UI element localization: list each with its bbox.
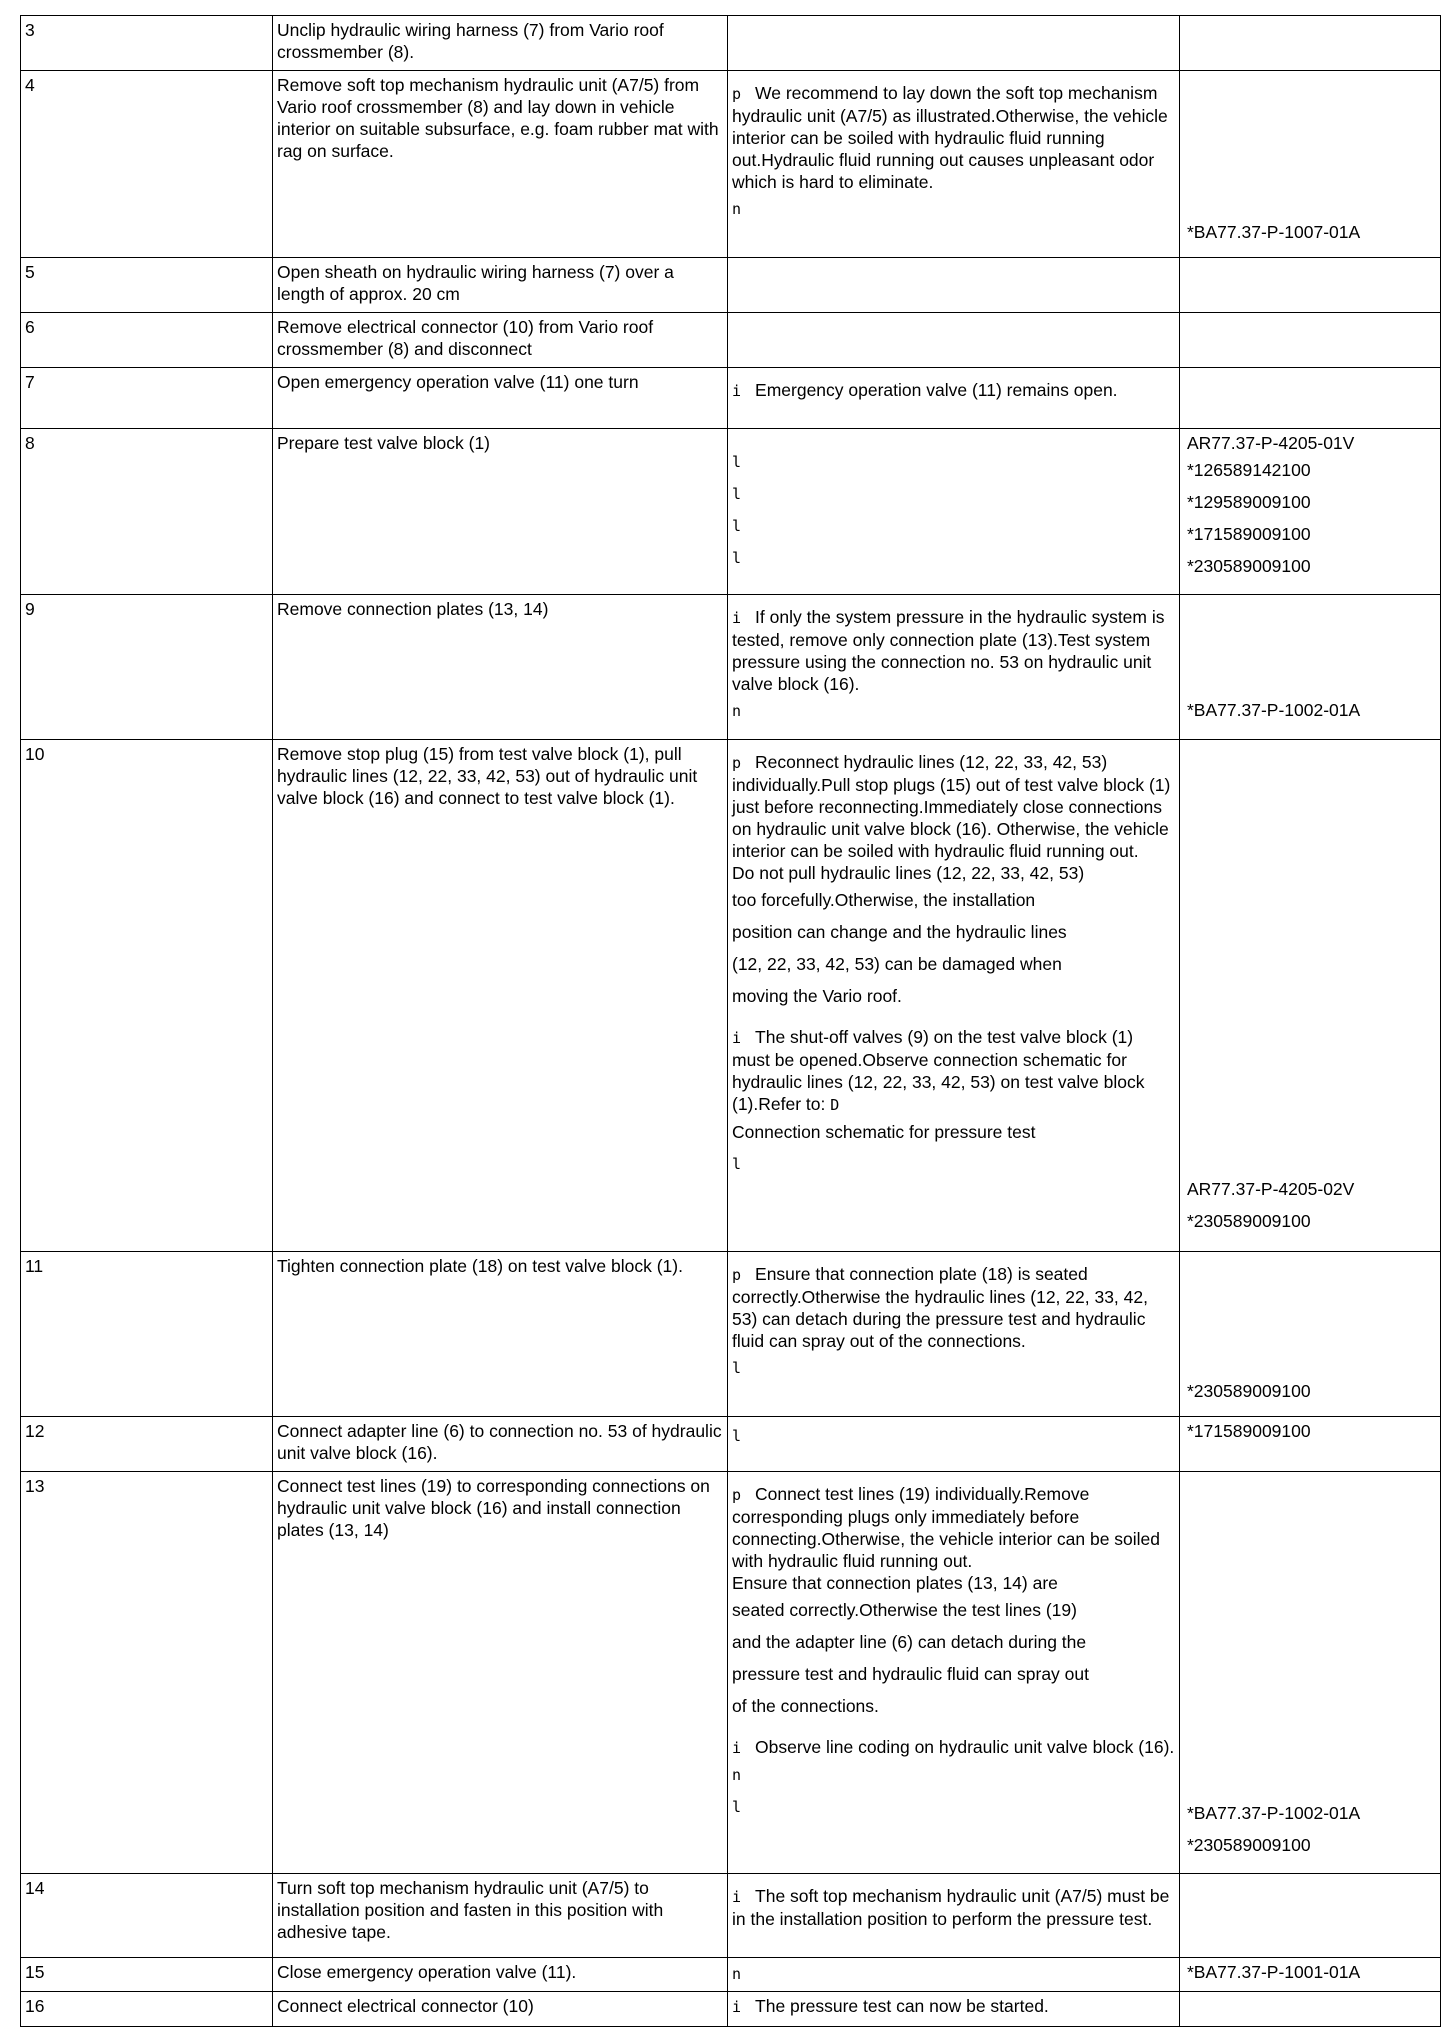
step-reference — [1180, 1471, 1441, 1874]
part-number: *171589009100 — [1187, 1420, 1311, 1441]
step-reference — [1180, 16, 1441, 71]
note-symbol: i — [732, 381, 742, 400]
note-symbol: i — [732, 1028, 742, 1047]
note-symbol: l — [732, 452, 742, 471]
procedure-table — [20, 15, 1441, 2027]
table-row — [21, 257, 1441, 312]
step-action: Prepare test valve block (1) — [273, 428, 728, 595]
step-number: 13 — [21, 1471, 273, 1874]
document-reference: AR77.37-P-4205-01V — [1187, 432, 1355, 453]
part-number: *129589009100 — [1187, 491, 1311, 512]
note-text: i The shut-off valves (9) on the test valve block (1) must be opened.Observe connection schematic for hydraulic lines (12, 22, 33, 42, 53) on test valve block (1).Refer to: D — [732, 1026, 1145, 1114]
table-row — [21, 312, 1441, 367]
step-reference — [1180, 1416, 1441, 1471]
note-text: i Emergency operation valve (11) remains open. — [732, 379, 1118, 400]
table-row — [21, 1874, 1441, 1957]
step-note — [728, 257, 1180, 312]
table-row — [21, 739, 1441, 1251]
note-text: p Reconnect hydraulic lines (12, 22, 33, 42, 53) individually.Pull stop plugs (15) out of test valve block (1) just before reconnecting.Immediately close connections on hydraulic unit valve block (16). Otherwise, the vehicle interior can be soiled with hydraulic fluid running out. — [732, 751, 1171, 861]
document-reference: *BA77.37-P-1002-01A — [1187, 700, 1361, 721]
document-reference: *BA77.37-P-1007-01A — [1187, 221, 1361, 242]
step-note — [728, 595, 1180, 739]
step-note — [728, 367, 1180, 428]
step-number: 11 — [21, 1252, 273, 1417]
note-symbol: l — [732, 516, 742, 535]
step-note — [728, 428, 1180, 595]
step-number: 6 — [21, 312, 273, 367]
part-number: *230589009100 — [1187, 555, 1311, 576]
note-symbol: p — [732, 1266, 742, 1285]
step-note — [728, 1874, 1180, 1957]
step-note — [728, 1252, 1180, 1417]
note-symbol: l — [732, 484, 742, 503]
connection-schematic-link[interactable]: Connection schematic for pressure test — [732, 1121, 1036, 1142]
note-text: i Observe line coding on hydraulic unit valve block (16). — [732, 1736, 1175, 1757]
document-reference: *BA77.37-P-1002-01A — [1187, 1802, 1361, 1823]
step-action: Open sheath on hydraulic wiring harness (7) over a length of approx. 20 cm — [273, 257, 728, 312]
step-action: Remove stop plug (15) from test valve block (1), pull hydraulic lines (12, 22, 33, 42, 53) out of hydraulic unit valve block (16) and connect to test valve block (1). — [273, 739, 728, 1251]
note-symbol: i — [732, 1738, 742, 1757]
note-text: moving the Vario roof. — [732, 985, 902, 1006]
note-symbol: l — [732, 1426, 742, 1445]
note-text: pressure test and hydraulic fluid can spray out — [732, 1663, 1089, 1684]
step-number: 5 — [21, 257, 273, 312]
step-reference — [1180, 312, 1441, 367]
note-text: p Connect test lines (19) individually.Remove corresponding plugs only immediately before connecting.Otherwise, the vehicle interior can be soiled with hydraulic fluid running out. — [732, 1483, 1161, 1571]
note-text: and the adapter line (6) can detach during the — [732, 1631, 1087, 1652]
part-number: *230589009100 — [1187, 1834, 1311, 1855]
table-row — [21, 16, 1441, 71]
note-symbol: l — [732, 548, 742, 567]
step-number: 12 — [21, 1416, 273, 1471]
step-number: 7 — [21, 367, 273, 428]
note-symbol: p — [732, 1485, 742, 1504]
step-reference — [1180, 367, 1441, 428]
note-symbol: n — [732, 1964, 742, 1983]
note-symbol: i — [732, 1888, 742, 1907]
part-number: *230589009100 — [1187, 1381, 1311, 1402]
document-reference: *BA77.37-P-1001-01A — [1187, 1961, 1361, 1982]
table-row — [21, 595, 1441, 739]
step-reference — [1180, 70, 1441, 257]
link-symbol: D — [830, 1095, 840, 1114]
note-symbol: n — [732, 702, 742, 721]
step-number: 9 — [21, 595, 273, 739]
step-reference — [1180, 1252, 1441, 1417]
step-action: Unclip hydraulic wiring harness (7) from Vario roof crossmember (8). — [273, 16, 728, 71]
table-row — [21, 1957, 1441, 1992]
note-text: Do not pull hydraulic lines (12, 22, 33, 42, 53) — [732, 862, 1085, 883]
note-text: of the connections. — [732, 1695, 879, 1716]
step-number: 8 — [21, 428, 273, 595]
step-action: Connect electrical connector (10) — [273, 1992, 728, 2027]
table-row — [21, 1471, 1441, 1874]
step-number: 16 — [21, 1992, 273, 2027]
step-note — [728, 1471, 1180, 1874]
step-reference — [1180, 257, 1441, 312]
step-reference — [1180, 1992, 1441, 2027]
note-symbol: i — [732, 609, 742, 628]
note-text: p We recommend to lay down the soft top mechanism hydraulic unit (A7/5) as illustrated.Otherwise, the vehicle interior can be soiled with hydraulic fluid running out.Hydraulic fluid running out causes unpleasant odor which is hard to eliminate. — [732, 82, 1168, 192]
step-action: Remove electrical connector (10) from Vario roof crossmember (8) and disconnect — [273, 312, 728, 367]
document-reference: AR77.37-P-4205-02V — [1187, 1178, 1355, 1199]
step-action: Tighten connection plate (18) on test valve block (1). — [273, 1252, 728, 1417]
note-text: seated correctly.Otherwise the test lines (19) — [732, 1599, 1077, 1620]
table-row — [21, 1252, 1441, 1417]
step-number: 15 — [21, 1957, 273, 1992]
step-note — [728, 1957, 1180, 1992]
note-text: (12, 22, 33, 42, 53) can be damaged when — [732, 953, 1062, 974]
table-row — [21, 428, 1441, 595]
table-row — [21, 1416, 1441, 1471]
note-symbol: l — [732, 1797, 742, 1816]
step-reference — [1180, 739, 1441, 1251]
step-note — [728, 1992, 1180, 2027]
note-text: position can change and the hydraulic lines — [732, 921, 1067, 942]
note-text: i The soft top mechanism hydraulic unit (A7/5) must be in the installation position to perform the pressure test. — [732, 1886, 1170, 1930]
step-note — [728, 70, 1180, 257]
step-note — [728, 1416, 1180, 1471]
note-symbol: n — [732, 1765, 742, 1784]
step-number: 14 — [21, 1874, 273, 1957]
note-symbol: n — [732, 199, 742, 218]
note-symbol: i — [732, 1998, 742, 2017]
step-action: Close emergency operation valve (11). — [273, 1957, 728, 1992]
step-action: Remove connection plates (13, 14) — [273, 595, 728, 739]
step-action: Connect test lines (19) to corresponding connections on hydraulic unit valve block (16) and install connection plates (13, 14) — [273, 1471, 728, 1874]
part-number: *171589009100 — [1187, 523, 1311, 544]
note-text: Ensure that connection plates (13, 14) are — [732, 1572, 1058, 1593]
step-note — [728, 312, 1180, 367]
step-number: 10 — [21, 739, 273, 1251]
step-reference — [1180, 1957, 1441, 1992]
table-row — [21, 367, 1441, 428]
part-number: *126589142100 — [1187, 459, 1311, 480]
part-number: *230589009100 — [1187, 1210, 1311, 1231]
note-symbol: p — [732, 84, 742, 103]
step-action: Turn soft top mechanism hydraulic unit (A7/5) to installation position and fasten in this position with adhesive tape. — [273, 1874, 728, 1957]
step-number: 4 — [21, 70, 273, 257]
step-reference — [1180, 428, 1441, 595]
step-action: Remove soft top mechanism hydraulic unit (A7/5) from Vario roof crossmember (8) and lay down in vehicle interior on suitable subsurface, e.g. foam rubber mat with rag on surface. — [273, 70, 728, 257]
step-reference — [1180, 595, 1441, 739]
note-text: i The pressure test can now be started. — [732, 1996, 1049, 2017]
step-note — [728, 739, 1180, 1251]
note-text: i If only the system pressure in the hydraulic system is tested, remove only connection plate (13).Test system pressure using the connection no. 53 on hydraulic unit valve block (16). — [732, 607, 1165, 695]
step-action: Open emergency operation valve (11) one turn — [273, 367, 728, 428]
note-symbol: l — [732, 1154, 742, 1173]
step-reference — [1180, 1874, 1441, 1957]
note-symbol: p — [732, 753, 742, 772]
note-symbol: l — [732, 1359, 742, 1378]
note-text: too forcefully.Otherwise, the installation — [732, 889, 1036, 910]
note-text: p Ensure that connection plate (18) is seated correctly.Otherwise the hydraulic lines (12, 22, 33, 42, 53) can detach during the pressure test and hydraulic fluid can spray out of the connections. — [732, 1264, 1148, 1352]
table-row — [21, 70, 1441, 257]
step-action: Connect adapter line (6) to connection no. 53 of hydraulic unit valve block (16). — [273, 1416, 728, 1471]
step-number: 3 — [21, 16, 273, 71]
step-note — [728, 16, 1180, 71]
table-row — [21, 1992, 1441, 2027]
